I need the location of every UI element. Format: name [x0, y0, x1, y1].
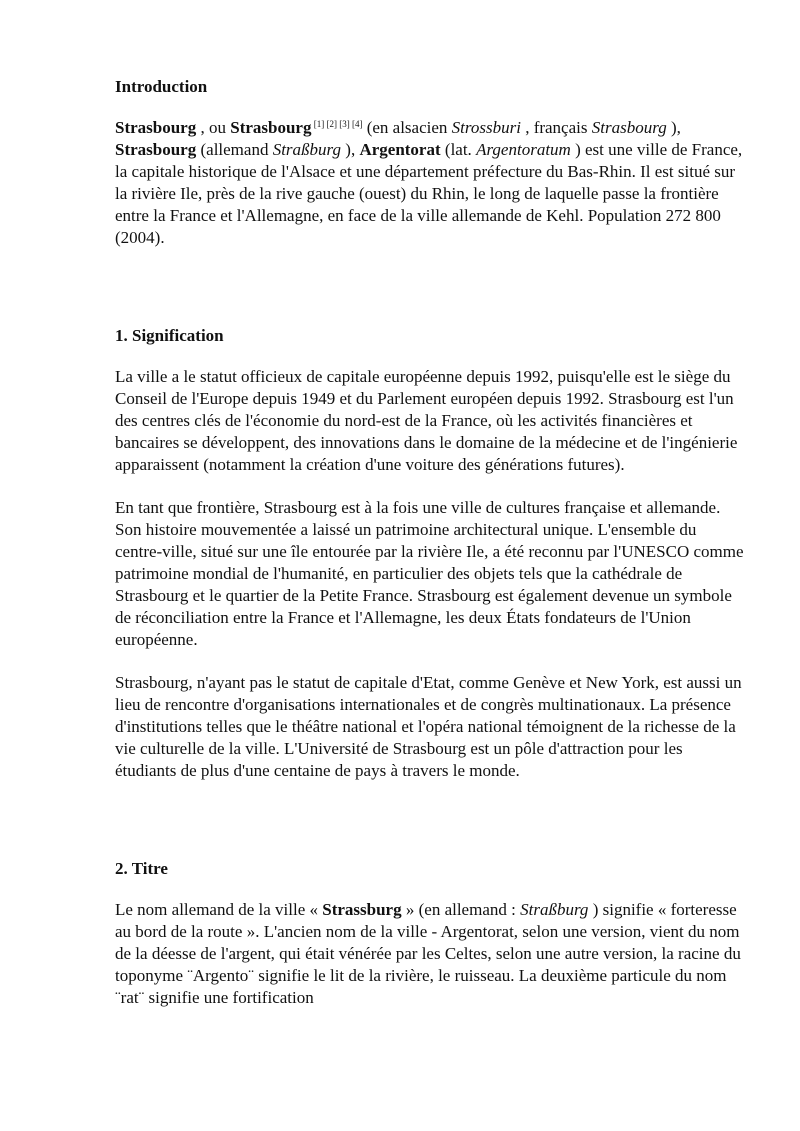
titre-paragraph-1 — [115, 899, 747, 1009]
text-run: , français — [520, 118, 592, 137]
term-strassburg-de-2: Straßburg — [520, 900, 589, 919]
heading-signification: 1. Signification — [115, 326, 224, 345]
intro-paragraph — [115, 117, 747, 249]
term-strasbourg-3: Strasbourg — [115, 140, 197, 159]
text-run: (en alsacien — [362, 118, 452, 137]
signification-paragraph-2: En tant que frontière, Strasbourg est à la fois une ville de cultures française et allemande. Son histoire mouvementée a laissé un patrimoine architectural unique. L'ensemble du centre-ville, situé sur une île entourée par la rivière Ile, a été reconnu par l'UNESCO comme patrimoine mondial de l'humanité, en particulier des objets tels que la cathédrale de Strasbourg et le quartier de la Petite France. Strasbourg est également devenue un symbole de réconciliation entre la France et l'Allemagne, les deux États fondateurs de l'Union européenne. — [115, 498, 744, 649]
text-run: (lat. — [440, 140, 477, 159]
reference-links[interactable]: [1] [2] [3] [4] — [311, 119, 363, 129]
term-strasbourg-2: Strasbourg — [230, 118, 312, 137]
text-run: ), — [666, 118, 681, 137]
text-run: (allemand — [196, 140, 273, 159]
heading-titre: 2. Titre — [115, 859, 168, 878]
term-strassburg-de: Straßburg — [272, 140, 342, 159]
term-strasbourg: Strasbourg — [115, 118, 197, 137]
text-run: Le nom allemand de la ville « — [115, 900, 323, 919]
signification-paragraph-1: La ville a le statut officieux de capitale européenne depuis 1992, puisqu'elle est le siège du Conseil de l'Europe depuis 1949 et du Parlement européen depuis 1992. Strasbourg est l'un des centres clés de l'économie du nord-est de la France, où les activités financières et bancaires se développent, des innovations dans le domaine de la médecine et de l'ingénierie apparaissent (notamment la création d'une voiture des générations futures). — [115, 367, 738, 474]
term-strasbourg-fr: Strasbourg — [591, 118, 667, 137]
term-strossburi: Strossburi — [451, 118, 521, 137]
term-argentoratum: Argentoratum — [476, 140, 571, 159]
text-run: ), — [341, 140, 360, 159]
text-run: ) signifie « forteresse au bord de la route ». L'ancien nom de la ville - Argentorat, selon une version, vient du nom de la déesse de l'argent, qui était vénérée par les Celtes, selon une autre version, la racine du toponyme ¨Argento¨ signifie le lit de la rivière, le ruisseau. La deuxième particule du nom ¨rat¨ signifie une fortification — [115, 900, 741, 1007]
text-run: , ou — [196, 118, 231, 137]
term-strassburg: Strassburg — [322, 900, 402, 919]
text-run: » (en allemand : — [401, 900, 521, 919]
text-run: ) est une ville de France, la capitale historique de l'Alsace et une département préfecture du Bas-Rhin. Il est situé sur la rivière Ile, près de la rive gauche (ouest) du Rhin, le long de laquelle passe la frontière entre la France et l'Allemagne, en face de la ville allemande de Kehl. Population 272 800 (2004). — [115, 140, 743, 247]
document-page — [115, 76, 747, 1009]
signification-paragraph-3: Strasbourg, n'ayant pas le statut de capitale d'Etat, comme Genève et New York, est aussi un lieu de rencontre d'organisations internationales et de congrès multinationaux. La présence d'institutions telles que le théâtre national et l'opéra national témoignent de la richesse de la vie culturelle de la ville. L'Université de Strasbourg est un pôle d'attraction pour les étudiants de plus d'une centaine de pays à travers le monde. — [115, 673, 742, 780]
heading-introduction: Introduction — [115, 77, 208, 96]
term-argentorat: Argentorat — [359, 140, 441, 159]
